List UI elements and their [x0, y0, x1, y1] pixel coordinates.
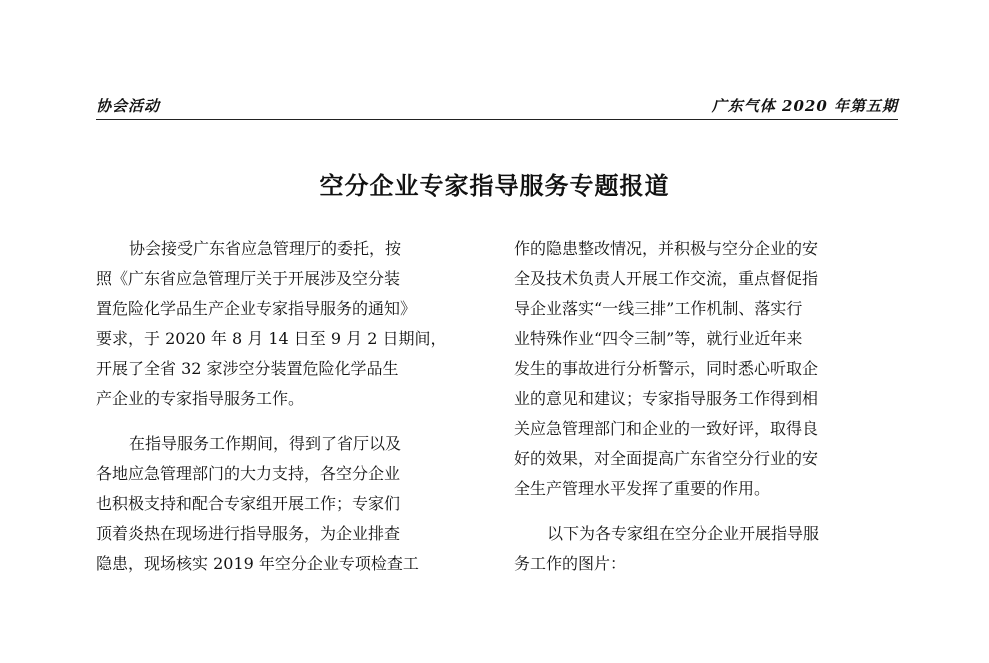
section-label: 协会活动 — [96, 97, 161, 115]
text-line: 关应急管理部门和企业的一致好评，取得良 — [514, 419, 819, 438]
text-line: 隐患，现场核实 2019 年空分企业专项检查工 — [96, 554, 419, 573]
text-line: 各地应急管理部门的大力支持，各空分企业 — [96, 464, 401, 483]
text-line: 业特殊作业“四令三制”等，就行业近年来 — [514, 329, 803, 348]
right-column — [514, 234, 900, 579]
text-line: 产企业的专家指导服务工作。 — [96, 389, 305, 408]
text-line: 业的意见和建议；专家指导服务工作得到相 — [514, 389, 819, 408]
text-line: 以下为各专家组在空分企业开展指导服 — [547, 524, 820, 543]
text-line: 开展了全省 32 家涉空分装置危险化学品生 — [96, 359, 399, 378]
page-header — [96, 95, 898, 120]
text-line: 协会接受广东省应急管理厅的委托，按 — [129, 239, 402, 258]
text-line: 全生产管理水平发挥了重要的作用。 — [514, 479, 771, 498]
left-column — [96, 234, 482, 579]
text-line: 全及技术负责人开展工作交流，重点督促指 — [514, 269, 819, 288]
text-line: 导企业落实“一线三排”工作机制、落实行 — [514, 299, 803, 318]
text-line: 要求，于 2020 年 8 月 14 日至 9 月 2 日期间， — [96, 329, 447, 348]
text-line: 也积极支持和配合专家组开展工作；专家们 — [96, 494, 401, 513]
text-line: 照《广东省应急管理厅关于开展涉及空分装 — [96, 269, 401, 288]
paragraph — [96, 429, 482, 579]
text-line: 作的隐患整改情况，并积极与空分企业的安 — [514, 239, 819, 258]
paragraph — [514, 234, 900, 504]
text-line: 发生的事故进行分析警示，同时悉心听取企 — [514, 359, 819, 378]
text-line: 在指导服务工作期间，得到了省厅以及 — [129, 434, 402, 453]
text-line: 务工作的图片： — [514, 554, 627, 573]
paragraph — [514, 519, 900, 579]
text-line: 顶着炎热在现场进行指导服务，为企业排查 — [96, 524, 401, 543]
article-title: 空分企业专家指导服务专题报道 — [319, 172, 670, 200]
issue-label: 广东气体 2020 年第五期 — [711, 97, 898, 115]
paragraph — [96, 234, 482, 414]
text-line: 好的效果，对全面提高广东省空分行业的安 — [514, 449, 819, 468]
text-line: 置危险化学品生产企业专家指导服务的通知》 — [96, 299, 417, 318]
